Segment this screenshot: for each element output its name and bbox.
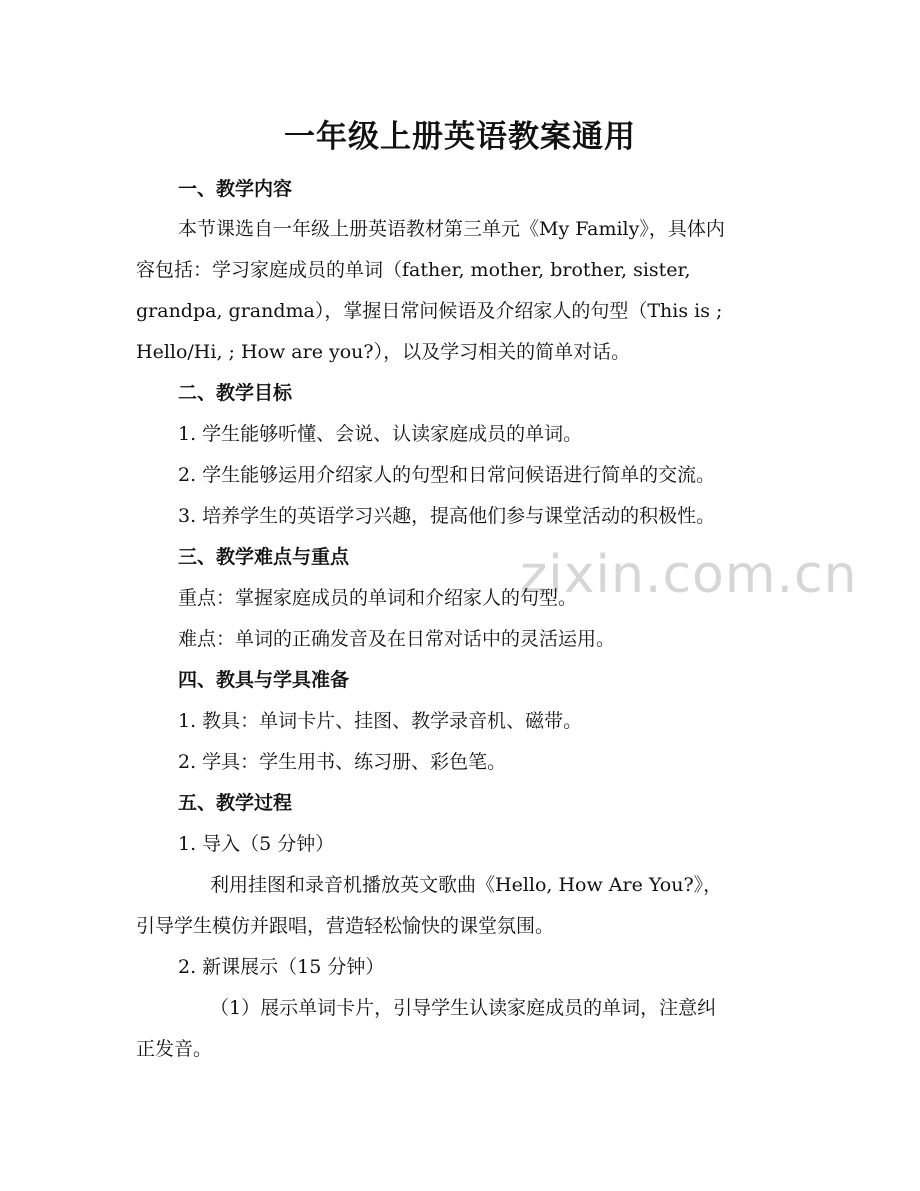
section-heading-process: 五、教学过程 [178,792,293,814]
section-heading-materials: 四、教具与学具准备 [178,669,350,691]
paragraph-line: 重点：掌握家庭成员的单词和介绍家人的句型。 [178,587,578,609]
list-item: 1. 学生能够听懂、会说、认读家庭成员的单词。 [178,423,583,445]
paragraph-line: （1）展示单词卡片，引导学生认读家庭成员的单词，注意纠 [210,997,717,1019]
list-item: 2. 学具：学生用书、练习册、彩色笔。 [178,751,507,773]
section-heading-objectives: 二、教学目标 [178,382,293,404]
list-item: 3. 培养学生的英语学习兴趣，提高他们参与课堂活动的积极性。 [178,505,716,527]
paragraph-line: grandpa, grandma），掌握日常问候语及介绍家人的句型（This is ; [136,300,723,322]
paragraph-line: 利用挂图和录音机播放英文歌曲《Hello, How Are You?》， [210,874,723,896]
list-item: 2. 新课展示（15 分钟） [178,956,385,978]
paragraph-line: 正发音。 [136,1038,213,1060]
paragraph-line: 难点：单词的正确发音及在日常对话中的灵活运用。 [178,628,616,650]
section-heading-content: 一、教学内容 [178,178,293,200]
watermark: zixin.com.cn [520,545,858,605]
paragraph-line: 本节课选自一年级上册英语教材第三单元《My Family》，具体内 [178,218,725,240]
section-heading-key-points: 三、教学难点与重点 [178,546,350,568]
list-item: 2. 学生能够运用介绍家人的句型和日常问候语进行简单的交流。 [178,464,716,486]
document-title: 一年级上册英语教案通用 [284,119,636,155]
paragraph-line: 容包括：学习家庭成员的单词（father, mother, brother, sister, [136,259,691,281]
list-item: 1. 导入（5 分钟） [178,833,335,855]
paragraph-line: 引导学生模仿并跟唱，营造轻松愉快的课堂氛围。 [136,915,555,937]
paragraph-line: Hello/Hi, ; How are you?），以及学习相关的简单对话。 [136,341,631,363]
list-item: 1. 教具：单词卡片、挂图、教学录音机、磁带。 [178,710,583,732]
